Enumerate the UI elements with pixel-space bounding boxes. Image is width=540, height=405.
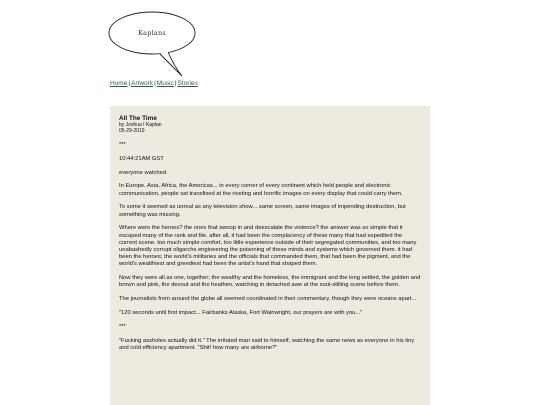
site-logo[interactable] [108, 10, 204, 80]
nav-separator: | [174, 80, 177, 87]
story-title: All The Time [119, 115, 157, 122]
story-paragraph: To some it seemed as unreal as any television show... same screen, same images of impending destruction, but something was missing. [119, 204, 406, 218]
story-date: 05-29-2019 [119, 128, 145, 134]
story-paragraph: The journalists from around the globe all seemed coordinated in their commentary, though they were oceans apart... [119, 296, 417, 303]
logo-text: Kaplans [138, 29, 166, 37]
story-paragraph: "120 seconds until first impact... Fairbanks Alaska, Fort Wainwright, our prayers are with you..." [119, 310, 363, 316]
story-header [119, 115, 421, 134]
story-paragraph: 10:44:21AM GST [119, 155, 164, 162]
nav-separator: | [154, 80, 156, 87]
nav-link-stories[interactable]: Stories [177, 80, 198, 87]
story-paragraph: everyone watched. [119, 169, 168, 176]
story-paragraph: "Fucking assholes actually did it." The irritated man said to himself, watching the same news as everyone in his tiny and cold efficiency apartment. "Shit! how many are airborne?" [119, 337, 415, 351]
story-paragraph: *** [119, 323, 126, 330]
story-paragraph: In Europe, Asia, Africa, the Americas... in every corner of every continent which held people and electronic communication, people sat transfixed at the riveting and horrific images on every display that could carry them. [119, 183, 403, 197]
nav-separator: | [128, 80, 131, 87]
main-nav [110, 80, 198, 87]
story-paragraph: *** [119, 142, 126, 148]
story-author: by Joshua I Kaplan [119, 122, 162, 128]
nav-link-artwork[interactable]: Artwork [131, 80, 154, 87]
nav-link-home[interactable]: Home [110, 80, 128, 87]
nav-link-music[interactable]: Music [156, 80, 174, 87]
story-paragraph: Where were the heroes? the ones that swoop in and deescalate the violence? the answer was so simple that it escaped many of the rank and file. after all, it had been the complacency of these many that had expedited the current scene. too much simple comfort, too little experience outside of their segregated communities, and too many unabashedly corrupt oligarchs engineering the poisoning of these minds and systems which governed them. it had been the heroes; the world's militaries and the officials that commanded them, that had been the pigment, and the world's wealthiest and greediest had been the artist's hand that shaped them. [119, 225, 417, 268]
speech-bubble-icon [108, 10, 204, 80]
story-paragraph: Now they were all as one, together; the wealthy and the homeless, the immigrant and the long settled, the golden and brown and pink, the devout and the heathen, watching in detached awe at the soul-stilling scene before them. [119, 275, 421, 289]
story-panel [110, 106, 430, 405]
